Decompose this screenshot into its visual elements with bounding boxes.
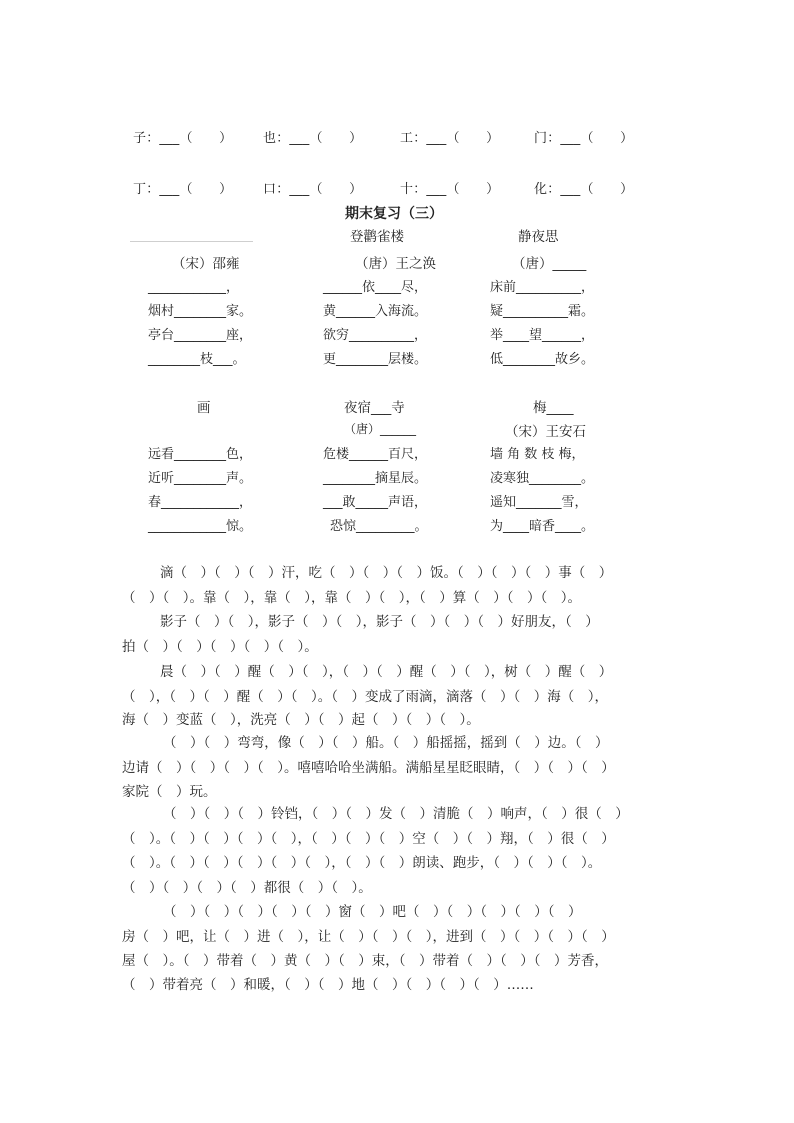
paragraph-line: （ ），（ ）（ ）醒（ ）（ ）。（ ）变成了雨滴，滴落（ ）（ ）海（ ），	[122, 689, 608, 705]
poem-line: ________摘星辰。	[323, 471, 428, 486]
fill-item: 工：___（ ）	[400, 131, 500, 146]
paragraph-line: （ ）。（ ）（ ）（ ）（ ）（ ），（ ）（ ）朗读、跑步，（ ）（ ）（ ）。	[122, 855, 602, 871]
paragraph-line: （ ）（ ）（ ）（ ）都很（ ）（ ）。	[122, 880, 372, 896]
poem-line: 举____望______，	[490, 328, 595, 343]
fill-item: 门：___（ ）	[534, 131, 634, 146]
divider-line	[130, 241, 253, 242]
poem-line: 更________层楼。	[323, 352, 428, 367]
fill-item: 口：___（ ）	[263, 182, 363, 197]
fill-item: 也：___（ ）	[263, 131, 363, 146]
poem-author: （宋）邵雍	[172, 256, 240, 272]
poem-line: 近听________声。	[148, 471, 253, 486]
poem-line: 恐惊_________。	[330, 519, 428, 534]
poem-line: 疑__________霜。	[490, 304, 595, 319]
poem-line: ___敢_____声语，	[323, 495, 428, 510]
fill-item: 丁：___（ ）	[133, 182, 233, 197]
poem-title: 登鹳雀楼	[350, 229, 404, 245]
poem-author: （唐）_____	[512, 256, 587, 272]
paragraph-line: 家院（ ）玩。	[122, 784, 217, 800]
paragraph-line: 边请（ ）（ ）（ ）（ ）。嘻嘻哈哈坐满船。满船星星眨眼睛，（ ）（ ）（ ）	[122, 760, 615, 776]
paragraph-line: 影子（ ）（ ），影子（ ）（ ），影子（ ）（ ）（ ）好朋友，（ ）	[160, 614, 599, 630]
poem-line: 欲穷__________，	[323, 328, 428, 343]
paragraph-line: （ ）（ ）。靠（ ），靠（ ），靠（ ）（ ），（ ）算（ ）（ ）（ ）。	[122, 590, 581, 606]
paragraph-line: 晨（ ）（ ）醒（ ）（ ），（ ）（ ）醒（ ）（ ），树（ ）醒（ ）	[160, 664, 613, 680]
section-title: 期末复习（三）	[345, 206, 443, 222]
poem-author: （唐）______	[344, 422, 417, 436]
poem-title: 梅____	[533, 400, 574, 416]
paragraph-line: 拍（ ）（ ）（ ）（ ）（ ）。	[122, 639, 318, 655]
paragraph-line: 滴（ ）（ ）（ ）汗，吃（ ）（ ）（ ）饭。（ ）（ ）（ ）事（ ）	[160, 565, 613, 581]
poem-line: ______依____尽，	[323, 280, 428, 295]
poem-author: （宋）王安石	[505, 424, 586, 440]
poem-title: 画	[197, 400, 211, 416]
poem-line: 亭台________座，	[148, 328, 253, 343]
poem-line: 床前__________，	[490, 280, 595, 295]
poem-line: 黄______入海流。	[323, 304, 428, 319]
poem-line: 低________故乡。	[490, 352, 595, 367]
paragraph-line: 房（ ）吧，让（ ）进（ ），让（ ）（ ）（ ），进到（ ）（ ）（ ）（ ）	[122, 929, 615, 945]
paragraph-line: （ ）（ ）（ ）（ ）（ ）窗（ ）吧（ ）（ ）（ ）（ ）（ ）	[163, 904, 582, 920]
poem-line: 凌寒独________。	[490, 471, 595, 486]
paragraph-line: （ ）（ ）弯弯，像（ ）（ ）船。（ ）船摇摇，摇到（ ）边。（ ）	[163, 735, 609, 751]
paragraph-line: （ ）（ ）（ ）铃铛，（ ）（ ）发（ ）清脆（ ）响声，（ ）很（ ）	[163, 806, 629, 822]
poem-author: （唐）王之涣	[355, 256, 436, 272]
fill-item: 十：___（ ）	[400, 182, 500, 197]
poem-line: ____________，	[148, 280, 240, 295]
poem-line: 遥知_______雪，	[490, 495, 588, 510]
poem-line: 烟村________家。	[148, 304, 253, 319]
poem-line: 危楼______百尺，	[323, 447, 428, 462]
poem-title: 夜宿___寺	[344, 400, 405, 416]
paragraph-line: （ ）带着亮（ ）和暖，（ ）（ ）地（ ）（ ）（ ）（ ）……	[122, 977, 534, 993]
poem-line: 为____暗香____。	[490, 519, 595, 534]
poem-line: 墙 角 数 枝 梅，	[490, 447, 585, 462]
poem-line: 春____________，	[148, 495, 253, 510]
fill-item: 化：___（ ）	[534, 182, 634, 197]
paragraph-line: （ ）。（ ）（ ）（ ）（ ），（ ）（ ）（ ）空（ ）（ ）翔，（ ）很（ ）	[122, 831, 615, 847]
poem-line: ____________惊。	[148, 519, 253, 534]
fill-item: 子：___（ ）	[133, 131, 233, 146]
poem-line: ________枝___。	[148, 352, 246, 367]
poem-line: 远看________色，	[148, 447, 253, 462]
paragraph-line: 屋（ ）。（ ）带着（ ）黄（ ）（ ）束，（ ）带着（ ）（ ）（ ）芳香，	[122, 953, 608, 969]
paragraph-line: 海（ ）变蓝（ ），洗亮（ ）（ ）起（ ）（ ）（ ）。	[122, 712, 480, 728]
poem-title: 静夜思	[518, 229, 559, 245]
